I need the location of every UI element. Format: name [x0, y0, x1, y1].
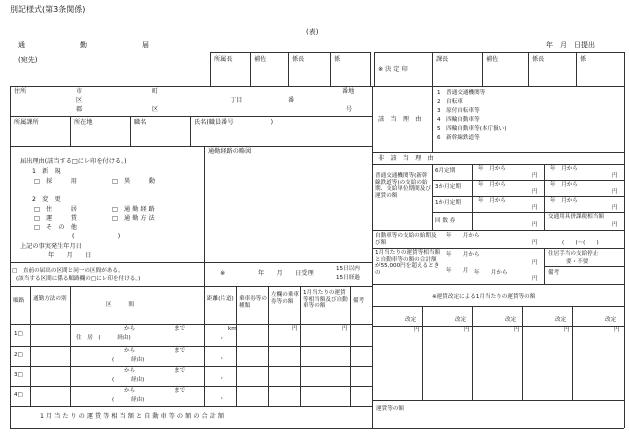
- row-3-sub: ( 経由): [112, 377, 145, 383]
- fare-label: 運賃等の額: [376, 406, 404, 412]
- address-banchi: 番地: [342, 88, 355, 95]
- row-2-from: から: [124, 348, 136, 354]
- filing-new-transfer[interactable]: □ 異 動: [112, 178, 155, 185]
- reason-item-1: 1 普通交通機関等: [437, 90, 486, 96]
- reason-item-4: 4 四輪自動車等: [437, 117, 480, 123]
- address-city: 市: [76, 88, 83, 95]
- rev-yen-1: 円: [414, 327, 420, 333]
- change-other-paren: ( ): [72, 233, 121, 240]
- row-1-no[interactable]: 1□: [14, 331, 23, 337]
- unit-monthly-yen: 円: [342, 326, 348, 332]
- address-ward: 区: [76, 97, 83, 104]
- change-residence[interactable]: □ 住 居: [34, 206, 77, 213]
- term-3-month: 3か月定期: [435, 184, 461, 190]
- shared-label: 交通用具併課税相当額: [548, 214, 604, 220]
- col-distance: 距離(片道): [207, 296, 234, 302]
- dist-dot-1: ・: [219, 336, 225, 342]
- term-6-from: 年 月から: [478, 166, 506, 172]
- col-monthly: 1月当たりの運賃等相当額及び自動車等の額: [303, 290, 348, 310]
- commuter-label: 普通交通機関等(新幹線鉄道等)の支給の始期、支給単位期間及び運賃の額: [375, 173, 431, 199]
- term-6-to: 年 月から: [550, 166, 578, 172]
- unit-vehicle-yen: 円: [292, 326, 298, 332]
- approval-right-staff: 係: [580, 56, 587, 63]
- monthly-label: 1月当たりの運賃等相当額と自動車等の額の合計額が55,000円を超えるときの: [375, 250, 441, 276]
- col-vehicle: 左欄の乗車券等の額: [271, 292, 299, 305]
- row-1-to: まで: [174, 326, 186, 332]
- received-over: 15日経過: [336, 275, 360, 281]
- decision-stamp-label: ※ 決 定 印: [378, 66, 408, 73]
- address-label: 住所: [14, 88, 27, 95]
- notes-line-1: □ 直前の届出の区間と同一の区間がある。: [12, 268, 124, 274]
- row-3-to: まで: [174, 368, 186, 374]
- location-label: 所在地: [74, 119, 93, 126]
- approval-deputy: 補佐: [254, 56, 267, 63]
- rev-yen-4: 円: [564, 327, 570, 333]
- term-1-yen: 円: [532, 205, 538, 211]
- row-1-from: から: [124, 326, 136, 332]
- rev-col-1: 改定: [405, 317, 417, 323]
- reason-item-5: 5 四輪自動車等(本庁扱い): [437, 126, 507, 132]
- row-2-no[interactable]: 2□: [14, 352, 23, 358]
- row-3-no[interactable]: 3□: [14, 372, 23, 378]
- approval-dept-head: 所属長: [214, 56, 233, 63]
- change-fare[interactable]: □ 運 賃: [34, 215, 77, 222]
- reason-item-2: 2 自転車: [437, 99, 463, 105]
- reason-item-6: 6 新幹線鉄道等: [437, 135, 480, 141]
- received-mark: ※: [220, 270, 226, 277]
- event-date: 年 月 日: [48, 252, 92, 259]
- non-applicable-label: 非 該 当 理 由: [378, 155, 434, 162]
- approval-chief: 係長: [292, 56, 305, 63]
- term-3-yen2: 円: [612, 189, 618, 195]
- row-4-no[interactable]: 4□: [14, 392, 23, 398]
- row-3-from: から: [124, 368, 136, 374]
- address-chome: 丁目: [230, 97, 243, 104]
- reason-item-3: 3 原付自転車等: [437, 108, 480, 114]
- car-from: 年 月から: [446, 233, 480, 239]
- row-2-to: まで: [174, 348, 186, 354]
- term-3-to: 年 月から: [550, 182, 578, 188]
- notice-title: 通 勤 届: [18, 41, 173, 49]
- rev-col-2: 改定: [455, 317, 467, 323]
- address-town: 町: [152, 88, 159, 95]
- col-ticket: 乗車券等の種類: [239, 296, 267, 309]
- term-3-from: 年 月から: [478, 182, 506, 188]
- filing-change-label: 2 変 更: [32, 196, 61, 203]
- col-method: 通勤方法の別: [33, 296, 67, 302]
- row-4-from: から: [124, 388, 136, 394]
- rev-col-4: 改定: [555, 317, 567, 323]
- rev-col-5: 改定: [605, 317, 617, 323]
- address-ward2: 区: [152, 106, 159, 113]
- remarks-label: 備考: [548, 270, 560, 276]
- col-order: 順路: [13, 298, 25, 304]
- approval-right-chief: 係長: [532, 56, 545, 63]
- col-remarks: 備考: [353, 298, 365, 304]
- row-1-sub: 住 居 ( 経由): [76, 335, 131, 341]
- monthly-yen: 円: [532, 260, 538, 266]
- dist-dot-3: ・: [219, 376, 225, 382]
- dist-dot-2: ・: [219, 356, 225, 362]
- coupon-label: 回 数 券: [435, 218, 456, 224]
- change-method[interactable]: □ 通 勤 方 法: [112, 215, 155, 222]
- dist-dot-4: ・: [219, 396, 225, 402]
- term-3-yen: 円: [532, 189, 538, 195]
- filing-reason-title: 届出理由(該当する□にレ印を付ける。): [20, 158, 127, 165]
- form-title: 別記様式(第3条関係): [10, 5, 86, 14]
- car-yen: 円: [532, 240, 538, 246]
- housing-opts: 要・不要: [566, 259, 589, 265]
- term-6-yen2: 円: [612, 173, 618, 179]
- employee-name-label: 氏名(職員番号 ): [194, 119, 274, 126]
- side-label: (表): [306, 28, 319, 36]
- col-section: 区 間: [106, 302, 134, 308]
- term-1-to: 年 月から: [550, 198, 578, 204]
- remarks-from: 年 月から: [474, 270, 508, 276]
- shared-yen: 円: [612, 222, 618, 228]
- housing-label: 住居手当の支給停止: [548, 251, 599, 257]
- submit-date: 年 月 日提出: [546, 41, 595, 49]
- received-within: 15日以内: [336, 266, 360, 272]
- car-paren: ( )〜( ): [562, 240, 599, 246]
- term-6-yen: 円: [532, 173, 538, 179]
- address-ban: 番: [288, 97, 295, 104]
- unit-km: km: [228, 326, 237, 332]
- address-go: 号: [346, 106, 353, 113]
- rev-col-3: 改定: [505, 317, 517, 323]
- event-date-label: 上記の事実発生年月日: [20, 243, 82, 250]
- recipient: (宛先): [18, 56, 38, 64]
- dept-label: 所属課所: [14, 119, 39, 126]
- monthly-yen2: 円: [532, 276, 538, 282]
- job-title-label: 職名: [134, 119, 147, 126]
- applicable-reason-label: 該 当 理 由: [378, 116, 422, 123]
- revision-title: ※運賃改定による1月当たりの運賃等の額: [432, 294, 536, 300]
- row-2-sub: ( 経由): [112, 357, 145, 363]
- filing-new-hire[interactable]: □ 採 用: [34, 178, 77, 185]
- received-date: 年 月 日受理: [258, 270, 314, 277]
- term-6-month: 6月定期: [435, 168, 456, 174]
- rev-yen-2: 円: [464, 327, 470, 333]
- monthly-from: 年 月から: [446, 252, 480, 258]
- row-4-sub: ( 経由): [112, 397, 145, 403]
- row-4-to: まで: [174, 388, 186, 394]
- term-1-from: 年 月から: [478, 198, 506, 204]
- route-map-label: 通勤経路の略図: [208, 148, 252, 155]
- rev-yen-3: 円: [514, 327, 520, 333]
- change-route[interactable]: □ 通 勤 経 路: [112, 206, 155, 213]
- coupon-yen: 円: [532, 222, 538, 228]
- approval-staff: 係: [334, 56, 341, 63]
- term-1-month: 1か月定期: [435, 200, 461, 206]
- rev-yen-5: 円: [614, 327, 620, 333]
- term-1-yen2: 円: [612, 205, 618, 211]
- filing-new-label: 1 新 規: [32, 168, 61, 175]
- approval-right-deputy: 補佐: [486, 56, 499, 63]
- monthly-to: 年 月: [446, 268, 469, 274]
- total-label: 1月当たりの運賃等相当額と自動車等の額の合計額: [40, 413, 227, 420]
- change-other[interactable]: □ そ の 他: [34, 224, 77, 231]
- car-label: 自動車等の支給の始期及び額: [375, 233, 437, 246]
- approval-right-head: 課長: [436, 56, 449, 63]
- address-district: 郡: [76, 106, 83, 113]
- notes-line-2: (該当する区間に係る順路欄の□にレ印を付ける。): [16, 276, 141, 282]
